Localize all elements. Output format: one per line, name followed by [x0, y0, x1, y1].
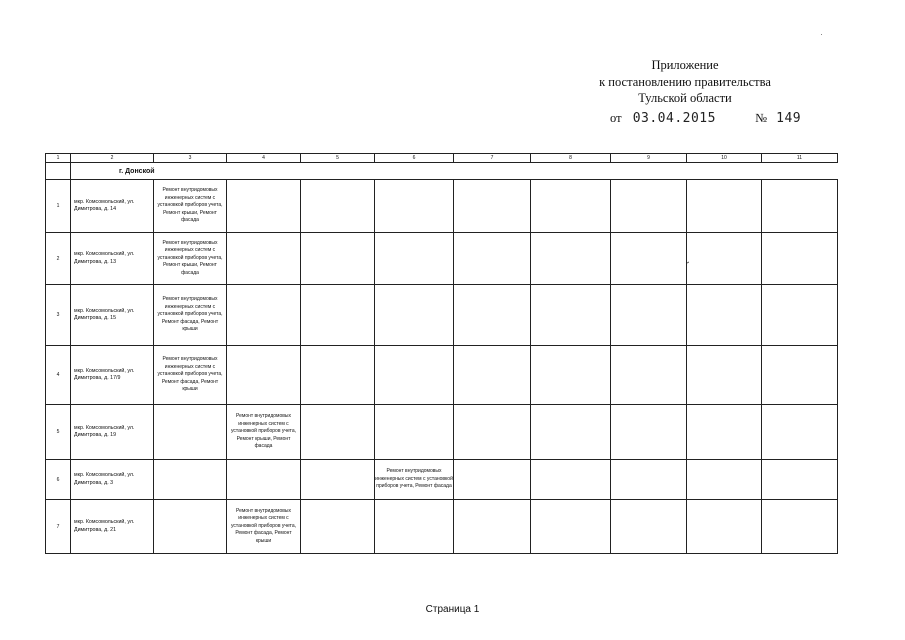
column-header: 7: [454, 154, 531, 163]
row-work-col6: [375, 233, 454, 285]
row-number: 5: [46, 405, 71, 460]
city-name: г. Донской: [71, 163, 838, 180]
row-number: 7: [46, 500, 71, 554]
empty-cell: [301, 346, 375, 405]
table-row: [46, 233, 838, 285]
column-header: 9: [611, 154, 687, 163]
empty-cell: [611, 500, 687, 554]
date-prefix: от: [610, 111, 622, 125]
column-header: 5: [301, 154, 375, 163]
row-work-col4: Ремонт внутридомовых инженерных систем с установкой приборов учета, Ремонт фасада, Ремонт крыши: [227, 500, 301, 554]
empty-cell: [687, 460, 762, 500]
empty-cell: [301, 500, 375, 554]
empty-cell: [454, 500, 531, 554]
row-work-col3: [154, 460, 227, 500]
empty-cell: [687, 500, 762, 554]
empty-cell: [301, 405, 375, 460]
row-number: 4: [46, 346, 71, 405]
row-address: мкр. Комсомольский, ул. Димитрова, д. 17/9: [71, 346, 154, 405]
column-header: 11: [762, 154, 838, 163]
empty-cell: [454, 285, 531, 346]
row-work-col6: [375, 500, 454, 554]
empty-cell: [531, 405, 611, 460]
row-work-col3: Ремонт внутридомовых инженерных систем с установкой приборов учета, Ремонт фасада, Ремонт крыши: [154, 346, 227, 405]
row-work-col3: Ремонт внутридомовых инженерных систем с установкой приборов учета, Ремонт крыши, Ремонт фасада: [154, 233, 227, 285]
empty-cell: [454, 180, 531, 233]
table-row: [46, 405, 838, 460]
appendix-region-line: Тульской области: [638, 91, 732, 105]
column-number-row: [46, 154, 838, 163]
resolution-date-number: [610, 111, 801, 126]
column-header: 4: [227, 154, 301, 163]
row-work-col4: [227, 346, 301, 405]
row-work-col4: [227, 460, 301, 500]
row-number: 3: [46, 285, 71, 346]
table-row: [46, 500, 838, 554]
table-row: [46, 346, 838, 405]
empty-cell: [301, 233, 375, 285]
column-header: 3: [154, 154, 227, 163]
empty-cell: [762, 285, 838, 346]
row-address: мкр. Комсомольский, ул. Димитрова, д. 13: [71, 233, 154, 285]
column-header: 8: [531, 154, 611, 163]
empty-cell: [531, 233, 611, 285]
row-work-col4: [227, 285, 301, 346]
row-address: мкр. Комсомольский, ул. Димитрова, д. 19: [71, 405, 154, 460]
empty-cell: [531, 180, 611, 233]
row-work-col3: [154, 500, 227, 554]
resolution-number: 149: [776, 111, 802, 126]
row-work-col3: Ремонт внутридомовых инженерных систем с установкой приборов учета, Ремонт крыши, Ремонт фасада: [154, 180, 227, 233]
number-label: №: [755, 111, 768, 125]
empty-cell: [611, 233, 687, 285]
row-work-col4: [227, 180, 301, 233]
row-work-col6: [375, 180, 454, 233]
empty-cell: [687, 180, 762, 233]
empty-cell: [611, 346, 687, 405]
appendix-header: [560, 57, 810, 107]
row-work-col6: Ремонт внутридомовых инженерных систем с установкой приборов учета, Ремонт фасада: [375, 460, 454, 500]
row-address: мкр. Комсомольский, ул. Димитрова, д. 3: [71, 460, 154, 500]
row-work-col6: [375, 346, 454, 405]
row-work-col4: [227, 233, 301, 285]
empty-cell: [531, 500, 611, 554]
empty-cell: [762, 405, 838, 460]
empty-cell: [762, 346, 838, 405]
appendix-title: Приложение: [651, 58, 719, 72]
row-number: 2: [46, 233, 71, 285]
row-number: 1: [46, 180, 71, 233]
empty-cell: [531, 460, 611, 500]
empty-cell: [301, 180, 375, 233]
empty-cell: [611, 285, 687, 346]
empty-cell: [611, 180, 687, 233]
empty-cell: [762, 500, 838, 554]
row-work-col6: [375, 405, 454, 460]
column-header: 1: [46, 154, 71, 163]
table-row: [46, 285, 838, 346]
resolution-date: 03.04.2015: [632, 111, 716, 126]
empty-cell: [454, 346, 531, 405]
empty-cell: [531, 346, 611, 405]
empty-cell: [301, 460, 375, 500]
empty-cell: [301, 285, 375, 346]
table-row: [46, 180, 838, 233]
empty-cell: [762, 233, 838, 285]
row-work-col4: Ремонт внутридомовых инженерных систем с установкой приборов учета, Ремонт крыши, Ремонт фасада: [227, 405, 301, 460]
empty-cell: [611, 460, 687, 500]
row-address: мкр. Комсомольский, ул. Димитрова, д. 14: [71, 180, 154, 233]
empty-cell: [687, 233, 762, 285]
empty-cell: [687, 285, 762, 346]
row-address: мкр. Комсомольский, ул. Димитрова, д. 15: [71, 285, 154, 346]
page-number: Страница 1: [425, 604, 480, 615]
column-header: 2: [71, 154, 154, 163]
table-row: [46, 460, 838, 500]
city-row-spacer: [46, 163, 71, 180]
row-work-col6: [375, 285, 454, 346]
scan-mark: [687, 261, 689, 263]
row-number: 6: [46, 460, 71, 500]
empty-cell: [687, 346, 762, 405]
column-header: 6: [375, 154, 454, 163]
appendix-resolution-line: к постановлению правительства: [599, 74, 771, 89]
column-header: 10: [687, 154, 762, 163]
empty-cell: [454, 233, 531, 285]
row-work-col3: Ремонт внутридомовых инженерных систем с установкой приборов учета, Ремонт фасада, Ремонт крыши: [154, 285, 227, 346]
empty-cell: [762, 460, 838, 500]
empty-cell: [531, 285, 611, 346]
scan-speck: [821, 34, 822, 35]
empty-cell: [454, 460, 531, 500]
row-work-col3: [154, 405, 227, 460]
row-address: мкр. Комсомольский, ул. Димитрова, д. 21: [71, 500, 154, 554]
empty-cell: [687, 405, 762, 460]
repair-schedule-table: [45, 153, 838, 554]
empty-cell: [762, 180, 838, 233]
empty-cell: [611, 405, 687, 460]
empty-cell: [454, 405, 531, 460]
city-row: [46, 163, 838, 180]
